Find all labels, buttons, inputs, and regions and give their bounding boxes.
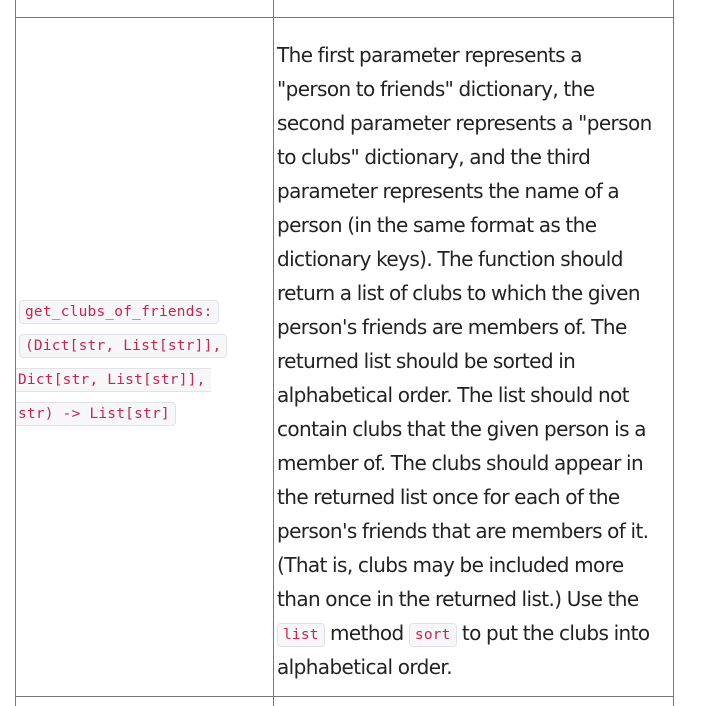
signature-code-line: Dict[str, List[str]], — [16, 368, 211, 392]
description-line: alphabetical order. — [277, 655, 452, 679]
table-row-divider-top — [16, 17, 673, 18]
description-text-fragment: to put the clubs into — [456, 621, 650, 645]
description-line-with-code — [277, 616, 671, 650]
description-line: dictionary keys). The function should — [277, 247, 623, 271]
description-line: (That is, clubs may be included more — [277, 553, 624, 577]
inline-code-sort: sort — [409, 623, 457, 647]
table-column-divider — [273, 0, 274, 706]
description-line: than once in the returned list.) Use the — [277, 587, 639, 611]
description-line: The first parameter represents a — [277, 43, 582, 67]
description-line: returned list should be sorted in — [277, 349, 576, 373]
description-line: return a list of clubs to which the given — [277, 281, 640, 305]
inline-code-list: list — [277, 623, 325, 647]
description-line: member of. The clubs should appear in — [277, 451, 644, 475]
signature-code-line: get_clubs_of_friends: — [19, 300, 219, 324]
function-table — [15, 0, 674, 706]
signature-code-line: str) -> List[str] — [16, 402, 176, 426]
description-line: person's friends are members of. The — [277, 315, 627, 339]
signature-code-line: (Dict[str, List[str]], — [19, 334, 227, 358]
description-cell — [277, 38, 671, 684]
signature-cell — [19, 295, 259, 431]
table-row-divider-bottom — [16, 696, 673, 697]
description-line: contain clubs that the given person is a — [277, 417, 646, 441]
description-text-fragment: method — [324, 621, 409, 645]
description-line: to clubs" dictionary, and the third — [277, 145, 591, 169]
description-line: parameter represents the name of a — [277, 179, 620, 203]
description-line: alphabetical order. The list should not — [277, 383, 629, 407]
description-line: the returned list once for each of the — [277, 485, 620, 509]
description-line: person (in the same format as the — [277, 213, 597, 237]
description-line: "person to friends" dictionary, the — [277, 77, 595, 101]
description-line: second parameter represents a "person — [277, 111, 652, 135]
description-line: person's friends that are members of it. — [277, 519, 649, 543]
